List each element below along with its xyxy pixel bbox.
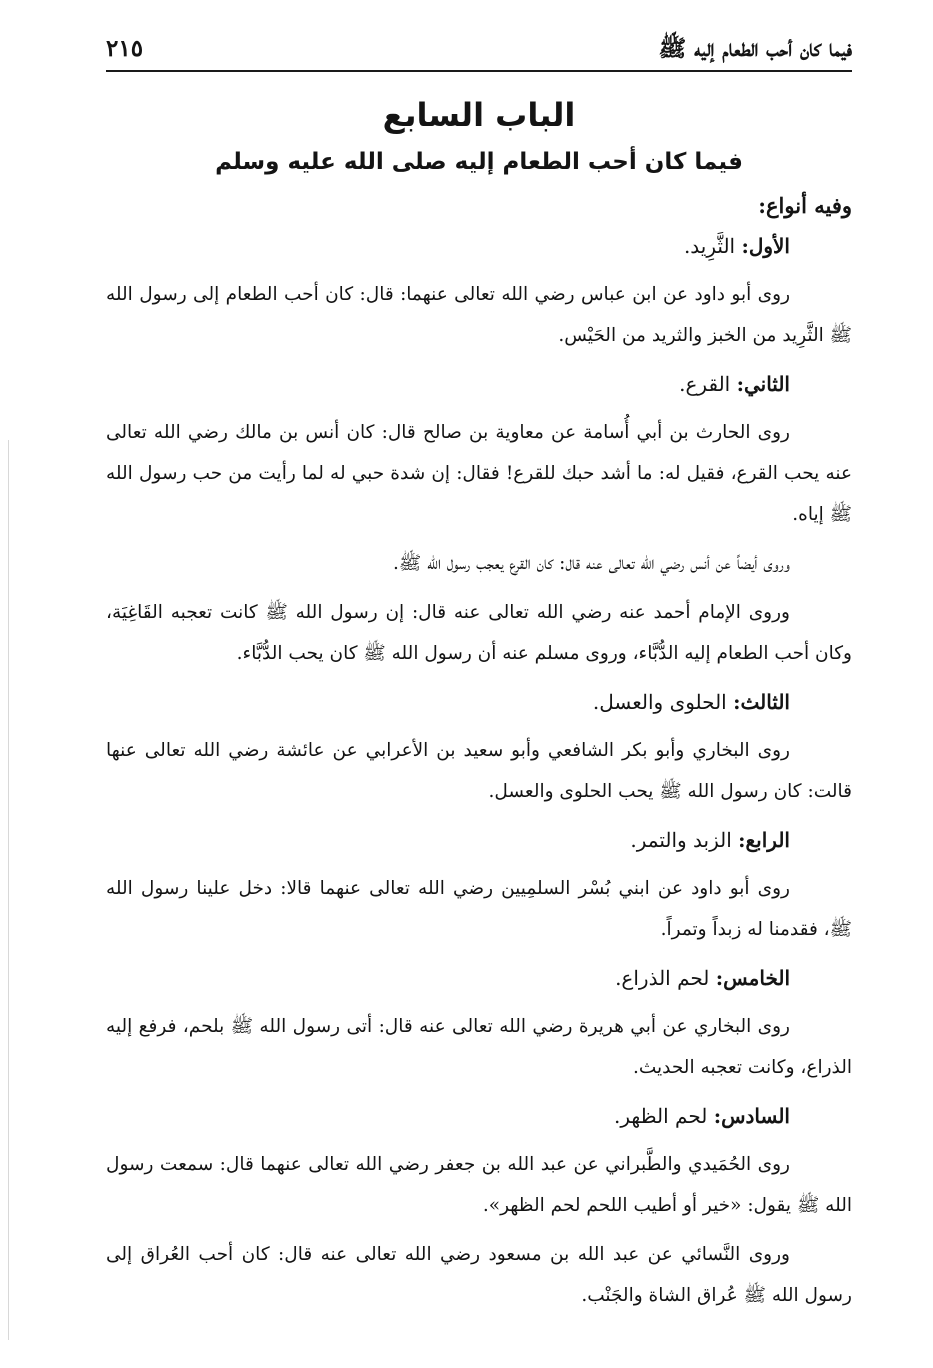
page-edge-line [8, 440, 9, 1340]
section-topic: الزبد والتمر. [630, 828, 739, 852]
section-heading-sixth [106, 1096, 852, 1136]
paragraph: روى البخاري وأبو بكر الشافعي وأبو سعيد بن الأعرابي عن عائشة رضي الله تعالى عنها قالت: كان رسول الله ﷺ يحب الحلوى والعسل. [106, 740, 852, 802]
section-heading-fifth [106, 958, 852, 998]
paragraph: وروى الإمام أحمد عنه رضي الله تعالى عنه قال: إن رسول الله ﷺ كانت تعجبه القَاغِيَة، وكان أحب الطعام إليه الدُّبَّاء، وروى مسلم عنه أن رسول الله ﷺ كان يحب الدُّبَّاء. [106, 602, 852, 664]
section-heading-second [106, 364, 852, 404]
section-kind: السادس: [713, 1104, 790, 1128]
section-topic: القرع. [679, 372, 737, 396]
running-title: فيما كان أحب الطعام إليه ﷺ [658, 35, 852, 62]
intro-line: وفيه أنواع: [758, 193, 852, 218]
paragraph: وروى أيضاً عن أنس رضي الله تعالى عنه قال: كان القرع يعجب رسول الله ﷺ. [392, 553, 790, 574]
section-heading-first [106, 226, 852, 266]
paragraph: روى أبو داود عن ابني بُسْر السلمِيين رضي الله تعالى عنهما قالا: دخل علينا رسول الله ﷺ، فقدمنا له زبداً وتمراً. [106, 878, 852, 940]
section-topic: الحلوى والعسل. [592, 690, 734, 714]
section-kind: الرابع: [738, 828, 790, 852]
paragraph: روى البخاري عن أبي هريرة رضي الله تعالى عنه قال: أتى رسول الله ﷺ بلحم، فرفع إليه الذراع، وكانت تعجبه الحديث. [106, 1016, 852, 1078]
paragraph: روى أبو داود عن ابن عباس رضي الله تعالى عنهما: قال: كان أحب الطعام إلى رسول الله ﷺ الثَّرِيد من الخبز والثريد من الحَيْس. [106, 284, 852, 346]
book-page [106, 28, 852, 1348]
paragraph: روى الحارث بن أبي أُسامة عن معاوية بن صالح قال: كان أنس بن مالك رضي الله تعالى عنه يحب القرع، فقيل له: ما أشد حبك للقرع! فقال: إن شدة حبي له لما رأيت من حب رسول الله ﷺ إياه. [106, 422, 852, 525]
paragraph: وروى النَّسائي عن عبد الله بن مسعود رضي الله تعالى عنه قال: كان أحب العُراق إلى رسول الله ﷺ عُراق الشاة والجَنْب. [106, 1244, 852, 1306]
section-topic: الثَّرِيد. [683, 234, 742, 258]
running-header [106, 28, 852, 72]
section-kind: الأول: [741, 234, 790, 258]
section-topic: لحم الذراع. [615, 966, 716, 990]
section-topic: لحم الظهر. [614, 1104, 714, 1128]
section-kind: الثالث: [733, 690, 790, 714]
page-number: ٢١٥ [106, 35, 144, 62]
chapter-subtitle: فيما كان أحب الطعام إليه صلى الله عليه وسلم [215, 149, 743, 175]
section-heading-third [106, 682, 852, 722]
section-kind: الثاني: [736, 372, 790, 396]
chapter-title: الباب السابع [382, 96, 576, 134]
paragraph: روى الحُمَيدي والطَّبراني عن عبد الله بن جعفر رضي الله تعالى عنهما قال: سمعت رسول الله ﷺ يقول: «خير أو أطيب اللحم لحم الظهر». [106, 1154, 852, 1216]
section-kind: الخامس: [715, 966, 790, 990]
section-heading-fourth [106, 820, 852, 860]
